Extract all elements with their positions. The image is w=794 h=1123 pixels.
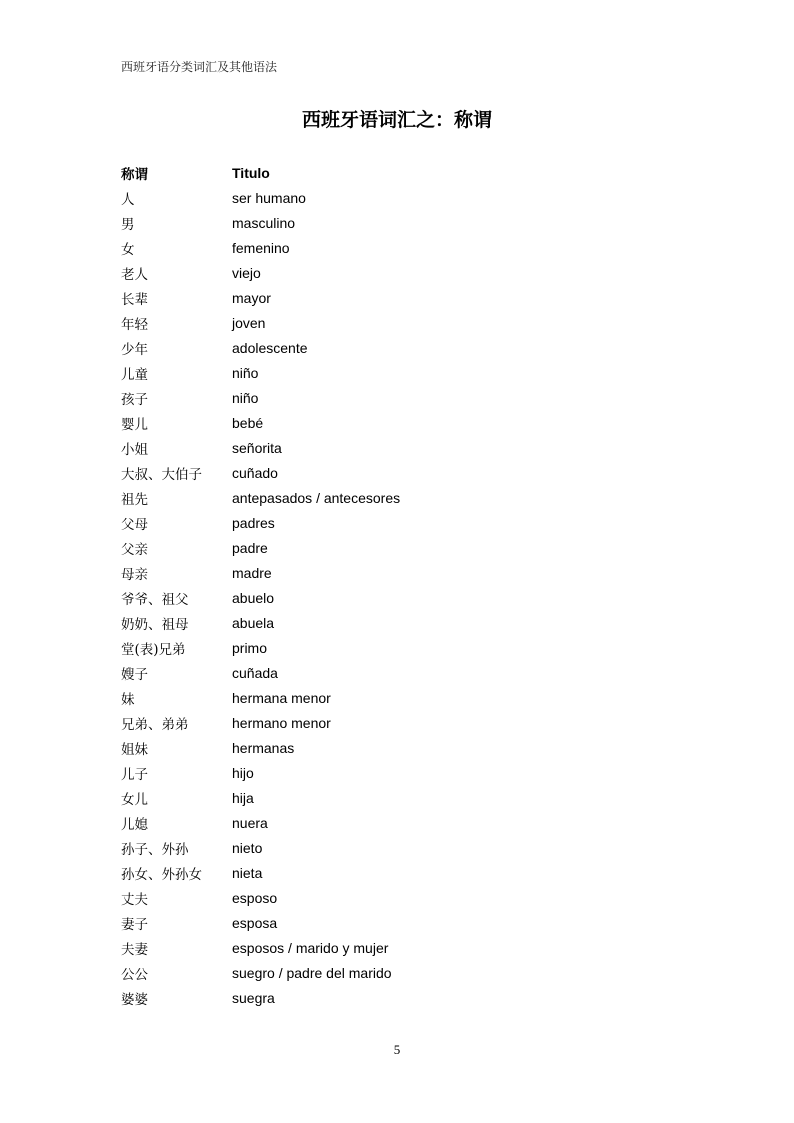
spanish-term: esposa [232,914,278,931]
chinese-term: 妻子 [121,916,148,933]
spanish-term: ser humano [232,189,306,206]
chinese-term: 孩子 [121,391,148,408]
chinese-term: 夫妻 [121,941,148,958]
table-body [121,185,681,1010]
chinese-term: 女 [121,241,135,258]
table-row [121,835,681,860]
spanish-term: antepasados / antecesores [232,489,401,506]
spanish-term: bebé [232,414,264,431]
table-row [121,260,681,285]
spanish-term: suegro / padre del marido [232,964,392,981]
column-header-chinese: 称谓 [121,166,148,183]
spanish-term: hijo [232,764,254,781]
spanish-term: padres [232,514,275,531]
table-row [121,510,681,535]
chinese-term: 嫂子 [121,666,148,683]
table-row [121,285,681,310]
table-row [121,560,681,585]
table-row [121,535,681,560]
column-header-spanish: Titulo [232,164,270,181]
page-number: 5 [393,1042,401,1057]
spanish-term: esposos / marido y mujer [232,939,389,956]
chinese-term: 奶奶、祖母 [121,616,189,633]
table-row [121,410,681,435]
spanish-term: hermanas [232,739,295,756]
chinese-term: 爷爷、祖父 [121,591,189,608]
table-row [121,385,681,410]
spanish-term: joven [232,314,266,331]
spanish-term: abuela [232,614,275,631]
spanish-term: nieto [232,839,263,856]
spanish-term: masculino [232,214,296,231]
running-header: 西班牙语分类词汇及其他语法 [121,60,278,74]
chinese-term: 儿子 [121,766,148,783]
table-row [121,635,681,660]
chinese-term: 祖先 [121,491,148,508]
spanish-term: esposo [232,889,278,906]
chinese-term: 男 [121,216,135,233]
spanish-term: nieta [232,864,263,881]
table-row [121,885,681,910]
table-row [121,485,681,510]
spanish-term: cuñado [232,464,278,481]
page-title: 西班牙语词汇之：称谓 [301,109,492,131]
table-row [121,185,681,210]
chinese-term: 父母 [121,516,148,533]
chinese-term: 女儿 [121,791,148,808]
table-row [121,810,681,835]
spanish-term: niño [232,389,259,406]
chinese-term: 孙女、外孙女 [121,866,202,883]
chinese-term: 儿童 [121,366,148,383]
table-row [121,610,681,635]
table-row [121,435,681,460]
table-row [121,860,681,885]
table-row [121,785,681,810]
table-row [121,660,681,685]
spanish-term: padre [232,539,268,556]
spanish-term: nuera [232,814,268,831]
table-row [121,760,681,785]
spanish-term: madre [232,564,272,581]
chinese-term: 妹 [121,691,135,708]
table-row [121,910,681,935]
table-row [121,460,681,485]
chinese-term: 长辈 [121,291,148,308]
chinese-term: 孙子、外孙 [121,841,189,858]
table-row [121,585,681,610]
spanish-term: viejo [232,264,261,281]
chinese-term: 老人 [121,266,148,283]
chinese-term: 父亲 [121,541,148,558]
chinese-term: 母亲 [121,566,148,583]
chinese-term: 大叔、大伯子 [121,466,202,483]
table-row [121,210,681,235]
chinese-term: 姐妹 [121,741,148,758]
chinese-term: 兄弟、弟弟 [121,716,189,733]
chinese-term: 小姐 [121,441,148,458]
table-row [121,235,681,260]
table-row [121,960,681,985]
spanish-term: hermana menor [232,689,331,706]
spanish-term: señorita [232,439,282,456]
spanish-term: suegra [232,989,275,1006]
table-row [121,310,681,335]
spanish-term: niño [232,364,259,381]
spanish-term: cuñada [232,664,278,681]
table-row [121,985,681,1010]
chinese-term: 年轻 [121,316,148,333]
table-row [121,360,681,385]
spanish-term: hermano menor [232,714,331,731]
table-row [121,935,681,960]
chinese-term: 丈夫 [121,891,148,908]
chinese-term: 人 [121,191,135,208]
chinese-term: 少年 [121,341,148,358]
chinese-term: 公公 [121,966,148,983]
table-header-row [121,160,681,185]
spanish-term: adolescente [232,339,308,356]
spanish-term: primo [232,639,268,656]
spanish-term: femenino [232,239,290,256]
spanish-term: abuelo [232,589,275,606]
vocabulary-table [121,160,681,1010]
chinese-term: 堂(表)兄弟 [121,641,186,658]
chinese-term: 婆婆 [121,991,148,1008]
table-row [121,685,681,710]
table-row [121,735,681,760]
spanish-term: mayor [232,289,271,306]
chinese-term: 儿媳 [121,816,148,833]
spanish-term: hija [232,789,254,806]
chinese-term: 婴儿 [121,416,148,433]
table-row [121,335,681,360]
table-row [121,710,681,735]
